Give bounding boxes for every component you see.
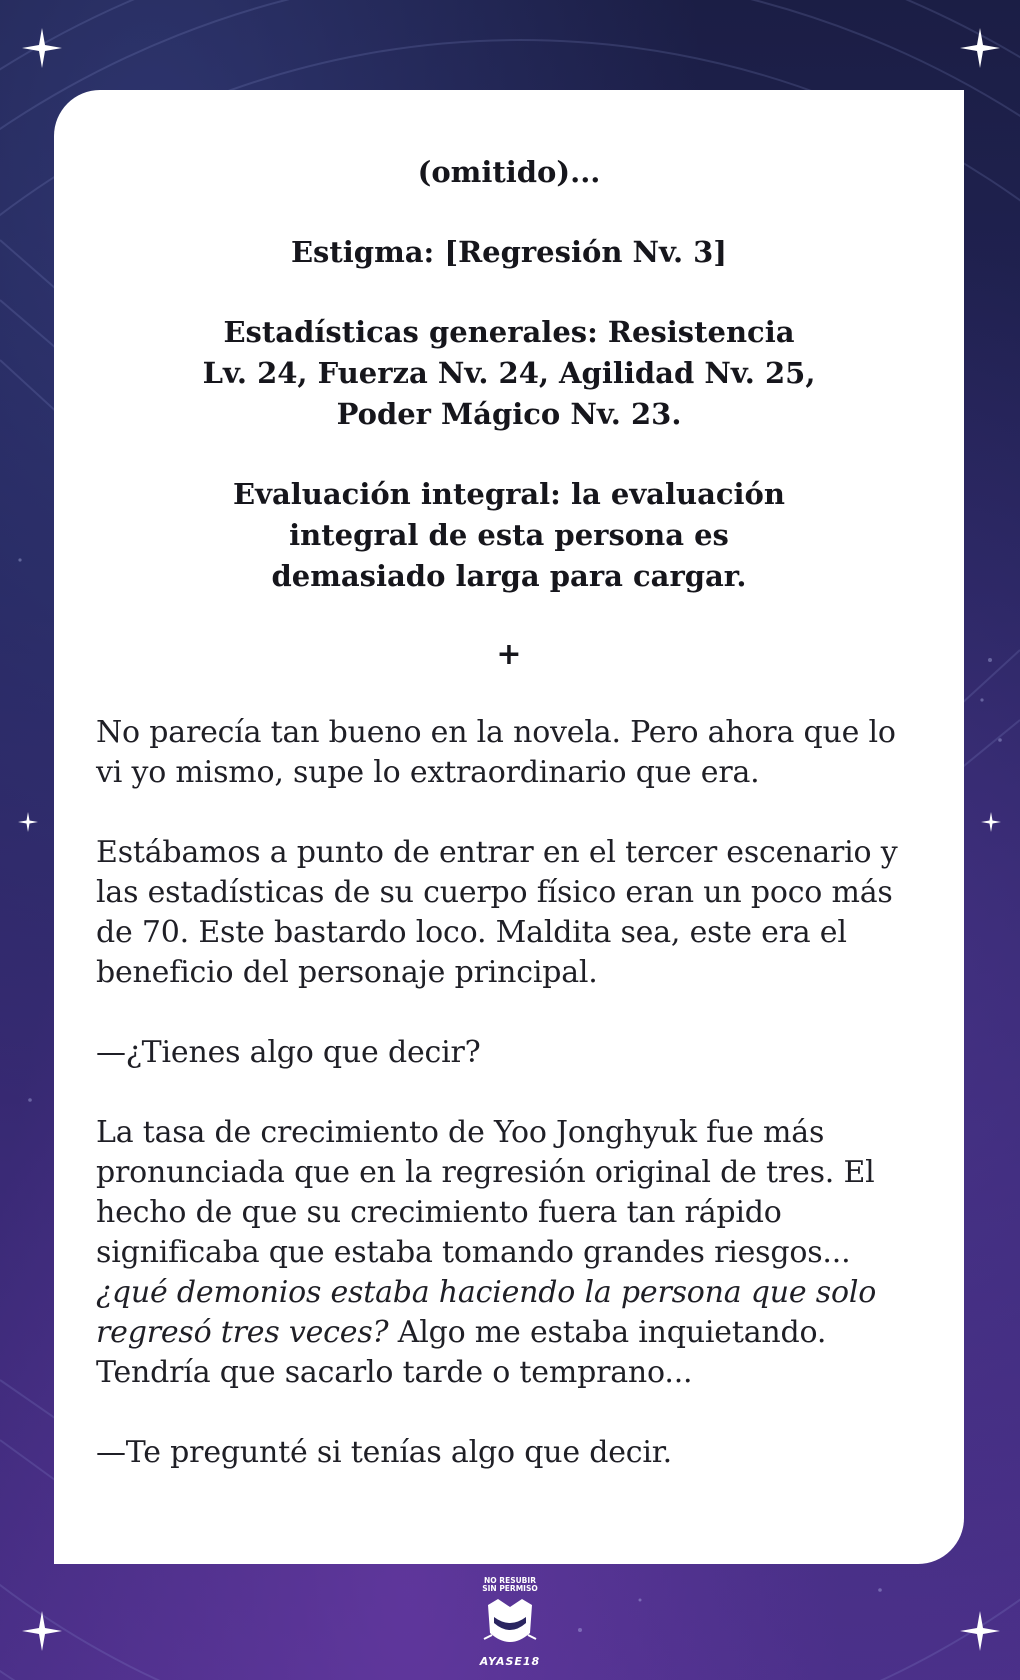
dialogue-line: —Te pregunté si tenías algo que decir. (96, 1435, 672, 1470)
crown-face-logo-icon (482, 1595, 538, 1653)
status-header (96, 152, 922, 597)
four-point-star-icon (20, 1609, 64, 1653)
watermark-logo (452, 1577, 568, 1673)
four-point-star-icon (17, 811, 39, 833)
story-body (96, 713, 922, 1473)
four-point-star-icon (958, 26, 1002, 70)
evaluation-line: integral de esta persona es (289, 518, 729, 552)
dialogue-line: —¿Tienes algo que decir? (96, 1035, 481, 1070)
evaluation-line: Evaluación integral: la evaluación (233, 477, 785, 511)
stats-block (96, 312, 922, 435)
italic-thought: ¿qué demonios estaba haciendo la persona que solo regresó tres veces? (96, 1275, 877, 1350)
four-point-star-icon (980, 811, 1002, 833)
paragraph-text: La tasa de crecimiento de Yoo Jonghyuk fue más pronunciada que en la regresión original de tres. El hecho de que su crecimiento fuera tan rápido significaba que estaba tomando grandes riesgos... (96, 1115, 875, 1270)
section-divider: + (496, 637, 522, 672)
text-card (54, 90, 964, 1564)
paragraph: Estábamos a punto de entrar en el tercer escenario y las estadísticas de su cuerpo físico eran un poco más de 70. Este bastardo loco. Maldita sea, este era el beneficio del personaje principal. (96, 835, 898, 990)
evaluation-block (96, 474, 922, 597)
watermark-line: SIN PERMISO (482, 1584, 538, 1593)
watermark-top-text (452, 1577, 568, 1593)
paragraph-text: Algo me estaba inquietando. Tendría que sacarlo tarde o temprano... (96, 1315, 827, 1390)
stats-line: Lv. 24, Fuerza Nv. 24, Agilidad Nv. 25, (202, 356, 816, 390)
stigma-line: Estigma: [Regresión Nv. 3] (290, 235, 728, 269)
four-point-star-icon (20, 26, 64, 70)
four-point-star-icon (958, 1609, 1002, 1653)
stats-line: Estadísticas generales: Resistencia (223, 315, 795, 349)
paragraph (96, 1113, 922, 1393)
evaluation-line: demasiado larga para cargar. (271, 559, 747, 593)
omitted-line: (omitido)... (417, 155, 601, 189)
watermark-bottom-text: AYASE18 (479, 1655, 541, 1668)
paragraph: No parecía tan bueno en la novela. Pero ahora que lo vi yo mismo, supe lo extraordinario que era. (96, 715, 896, 790)
watermark-line: NO RESUBIR (484, 1576, 536, 1585)
stats-line: Poder Mágico Nv. 23. (336, 397, 682, 431)
